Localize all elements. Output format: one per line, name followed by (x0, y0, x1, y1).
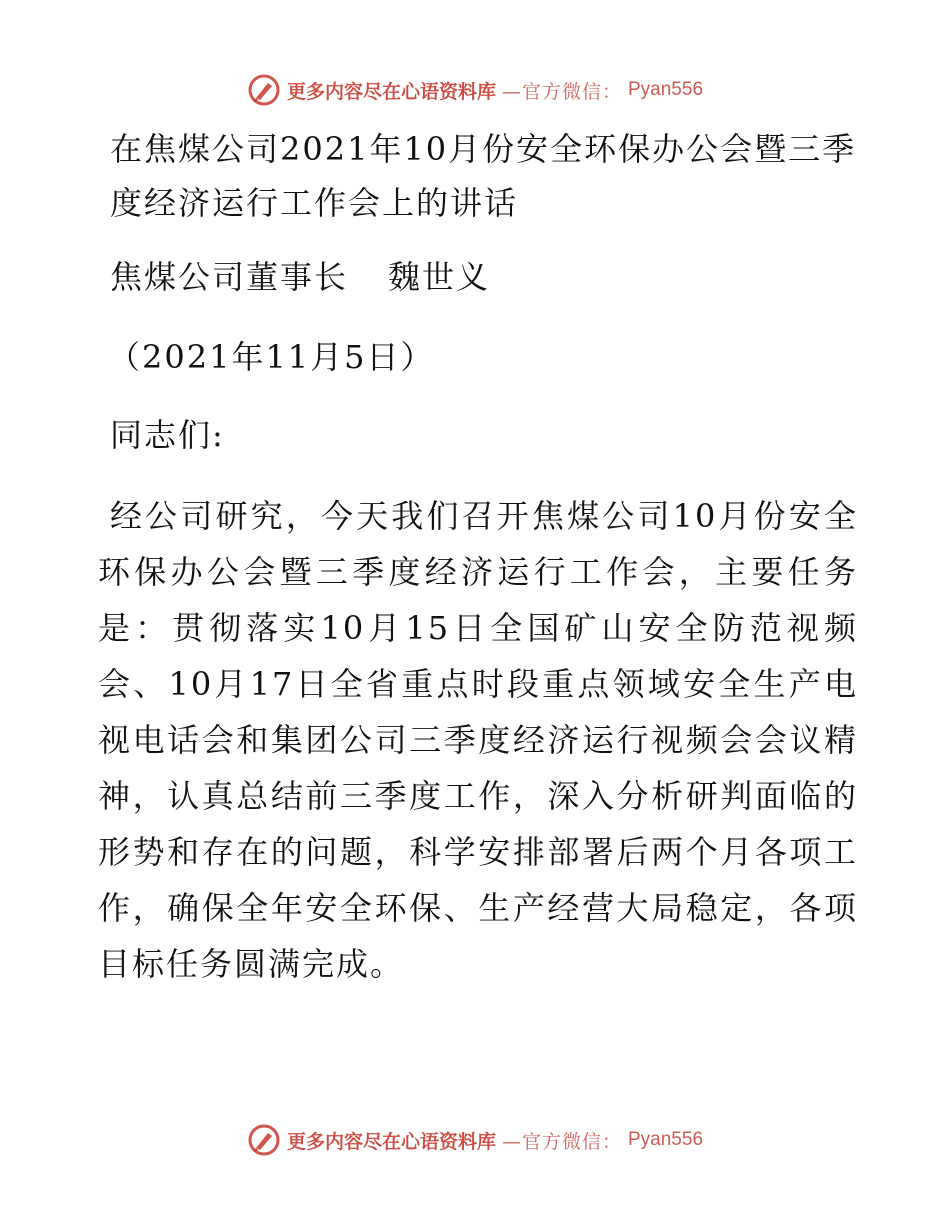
pen-logo-icon (247, 73, 281, 107)
greeting: 同志们: (110, 416, 225, 454)
document-title: 在焦煤公司2021年10月份安全环保办公会暨三季度经济运行工作会上的讲话 (110, 130, 857, 222)
body-paragraph: 经公司研究，今天我们召开焦煤公司10月份安全环保办公会暨三季度经济运行工作会，主要任务是：贯彻落实10月15日全国矿山安全防范视频会、10月17日全省重点时段重点领域安全生产电视电话会和集团公司三季度经济运行视频会会议精神，认真总结前三季度工作，深入分析研判面临的形势和存在的问题，科学安排部署后两个月各项工作，确保全年安全环保、生产经营大局稳定，各项目标任务圆满完成。 (98, 497, 858, 983)
pen-logo-icon (247, 1123, 281, 1157)
watermark-brand-text: 更多内容尽在心语资料库 (286, 1130, 496, 1153)
watermark-separator-text: —官方微信： (501, 1130, 622, 1153)
watermark-brand-text: 更多内容尽在心语资料库 (286, 80, 496, 103)
author-line (98, 250, 858, 304)
document-body (98, 122, 858, 992)
watermark-separator-text: —官方微信： (501, 80, 622, 103)
speech-date: （2021年11月5日） (108, 338, 435, 376)
footer-watermark (0, 1120, 950, 1160)
watermark-wechat-id: Pyan556 (628, 79, 704, 100)
watermark-wechat-id: Pyan556 (628, 1129, 704, 1150)
author-name: 魏世义 (388, 258, 491, 296)
author-role: 焦煤公司董事长 (110, 258, 349, 296)
header-watermark (0, 70, 950, 110)
